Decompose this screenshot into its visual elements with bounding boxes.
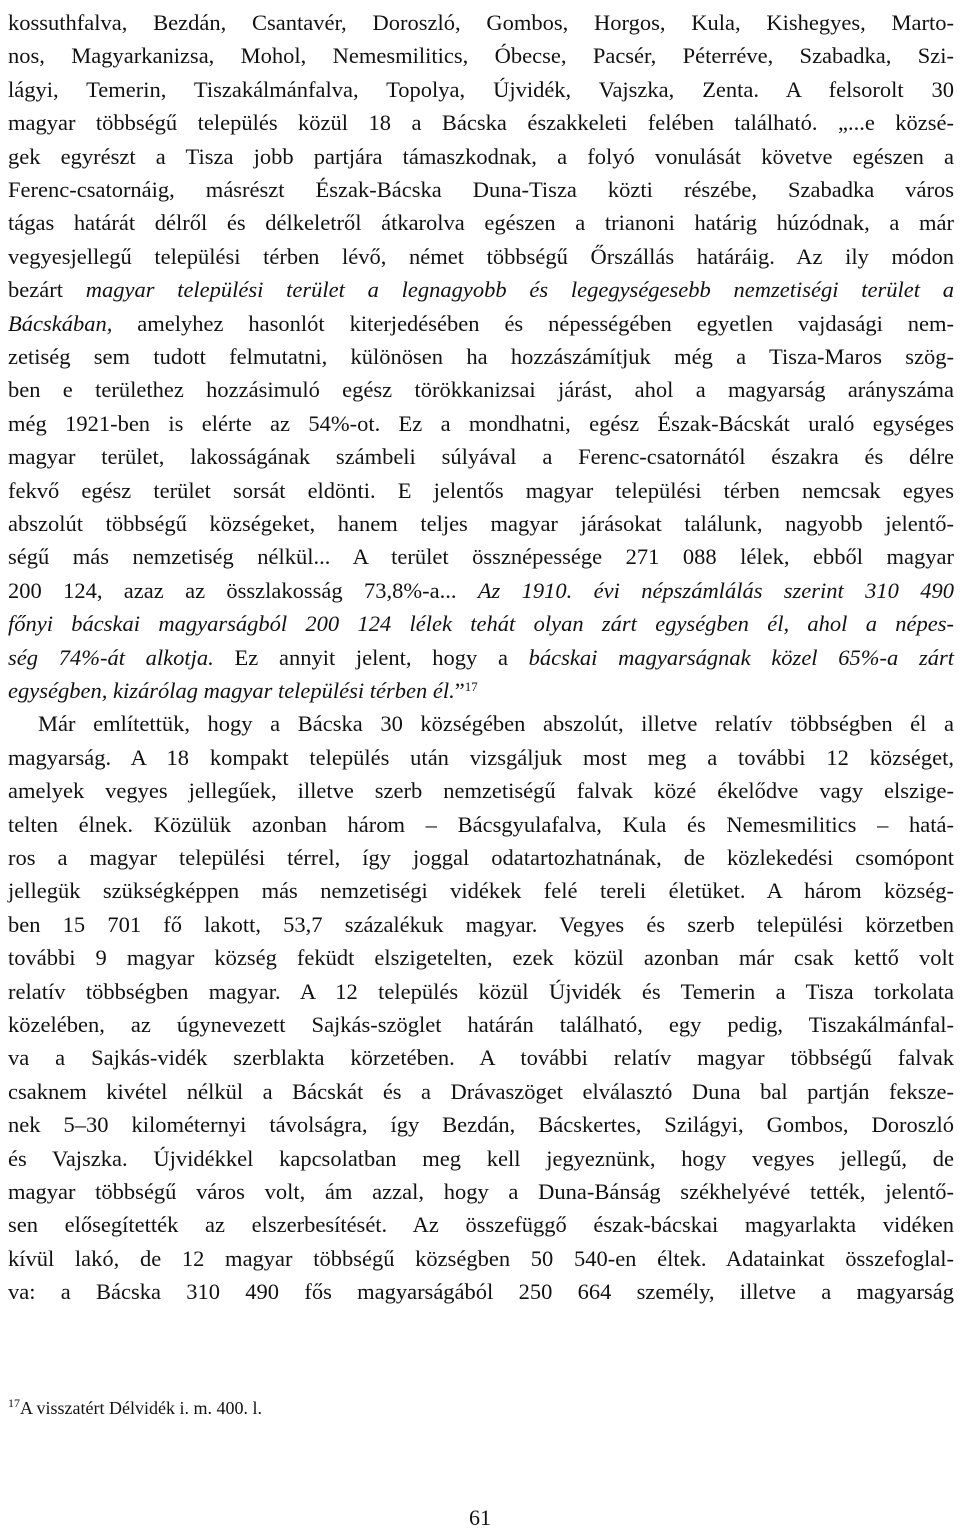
text-segment: tágas határát délről és délkeletről átkarolva egészen a trianoni határig húzódnak, a már xyxy=(8,210,954,236)
text-line xyxy=(8,707,954,740)
text-line xyxy=(8,173,954,206)
text-line xyxy=(8,106,954,139)
text-line xyxy=(8,1275,954,1308)
text-line xyxy=(8,1075,954,1108)
text-segment: bácskai magyarságnak közel 65%-a zárt xyxy=(528,644,954,670)
text-segment: nek 5–30 kilométernyi távolságra, így Bezdán, Bácskertes, Szilágyi, Gombos, Doroszló xyxy=(8,1112,954,1138)
text-segment: magyarság. A 18 kompakt település után vizsgáljuk most meg a további 12 községet, xyxy=(8,744,954,770)
text-line xyxy=(8,1041,954,1074)
text-line xyxy=(8,540,954,573)
footnote xyxy=(8,1398,262,1419)
text-segment: telten élnek. Közülük azonban három – Bácsgyulafalva, Kula és Nemesmilitics – hatá- xyxy=(8,811,954,837)
text-segment: ben e területhez hozzásimuló egész törökkanizsai járást, ahol a magyarság arányszáma xyxy=(8,377,954,403)
text-line xyxy=(8,6,954,39)
text-line xyxy=(8,373,954,406)
text-segment: abszolút többségű községeket, hanem teljes magyar járásokat találunk, nagyobb jelentő- xyxy=(8,511,954,536)
text-segment: 200 124, azaz az összlakosság 73,8%-a... xyxy=(8,577,478,603)
text-segment: amelyhez hasonlót kiterjedésében és népességében egyetlen vajdasági nem- xyxy=(112,310,954,336)
text-line xyxy=(8,908,954,941)
text-segment: va: a Bácska 310 490 fős magyarságából 250 664 személy, illetve a magyarság xyxy=(8,1279,954,1305)
footnote-ref: 17 xyxy=(464,679,478,694)
text-line xyxy=(8,1242,954,1275)
text-segment: amelyek vegyes jellegűek, illetve szerb nemzetiségű falvak közé ékelődve vagy elszige- xyxy=(8,778,954,804)
text-segment: közelében, az úgynevezett Sajkás-szöglet határán található, egy pedig, Tiszakálmánfal- xyxy=(8,1012,954,1037)
text-line xyxy=(8,574,954,607)
text-segment: vegyesjellegű települési térben lévő, német többségű Őrszállás határáig. Az ily módon xyxy=(8,243,954,269)
text-segment: főnyi bácskai magyarságból 200 124 lélek tehát olyan zárt egységben él, ahol a népes- xyxy=(8,611,954,637)
text-line xyxy=(8,39,954,72)
text-line xyxy=(8,808,954,841)
text-line xyxy=(8,206,954,239)
text-segment: zetiség sem tudott felmutatni, különösen ha hozzászámítjuk még a Tisza-Maros szög- xyxy=(8,344,954,369)
text-segment: magyar terület, lakosságának számbeli súlyával a Ferenc-csatornától északra és délre xyxy=(8,444,954,470)
text-line xyxy=(8,841,954,874)
text-segment: még 1921-ben is elérte az 54%-ot. Ez a mondhatni, egész Észak-Bácskát uraló egységes xyxy=(8,410,954,436)
text-segment: Ez annyit jelent, hogy a xyxy=(213,644,529,670)
text-segment: magyar többségű település közül 18 a Bácska északkeleti felében található. „...e közsé- xyxy=(8,110,954,136)
text-line xyxy=(8,941,954,974)
text-line xyxy=(8,774,954,807)
text-segment: magyar települési terület a legnagyobb és legegységesebb nemzetiségi terület a xyxy=(85,277,954,303)
text-line xyxy=(8,1108,954,1141)
text-line xyxy=(8,240,954,273)
text-line xyxy=(8,340,954,373)
text-line xyxy=(8,607,954,640)
text-segment: ben 15 701 fő lakott, 53,7 százalékuk magyar. Vegyes és szerb települési körzetben xyxy=(8,911,954,937)
text-line xyxy=(8,407,954,440)
page-number: 61 xyxy=(469,1505,491,1530)
text-segment: Az 1910. évi népszámlálás szerint 310 490 xyxy=(477,577,954,603)
text-segment: ségű más nemzetiség nélkül... A terület össznépessége 271 088 lélek, ebből magyar xyxy=(8,544,954,570)
footnote-number: 17 xyxy=(8,1396,20,1410)
text-segment: bezárt xyxy=(8,277,86,303)
text-line xyxy=(8,273,954,306)
footnote-text: A visszatért Délvidék i. m. 400. l. xyxy=(20,1398,262,1418)
text-segment: ros a magyar települési térrel, így joggal odatartozhatnának, de közlekedési csomópont xyxy=(8,845,954,870)
text-line xyxy=(8,641,954,674)
text-segment: további 9 magyar község feküdt elszigetelten, ezek közül azonban már csak kettő volt xyxy=(8,945,954,971)
text-segment: egységben, kizárólag magyar települési térben él. xyxy=(8,678,455,703)
text-segment: Ferenc-csatornáig, másrészt Észak-Bácska Duna-Tisza közti részébe, Szabadka város xyxy=(8,177,954,202)
text-segment: sen elősegítették az elszerbesítését. Az összefüggő észak-bácskai magyarlakta vidéken xyxy=(8,1212,954,1238)
text-segment: Bácskában, xyxy=(8,310,113,336)
text-segment: relatív többségben magyar. A 12 település közül Újvidék és Temerin a Tisza torkolata xyxy=(8,978,954,1004)
text-line xyxy=(8,1208,954,1241)
text-segment: nos, Magyarkanizsa, Mohol, Nemesmilitics, Óbecse, Pacsér, Péterréve, Szabadka, Szi- xyxy=(8,43,954,69)
text-segment: fekvő egész terület sorsát eldönti. E jelentős magyar települési térben nemcsak egyes xyxy=(8,477,954,503)
text-segment: va a Sajkás-vidék szerblakta körzetében. A további relatív magyar többségű falvak xyxy=(8,1045,954,1071)
text-line xyxy=(8,474,954,507)
text-segment: ” xyxy=(454,678,465,703)
text-line xyxy=(8,1175,954,1208)
text-line xyxy=(8,874,954,907)
text-segment: kossuthfalva, Bezdán, Csantavér, Doroszló, Gombos, Horgos, Kula, Kishegyes, Marto- xyxy=(8,10,954,35)
text-line xyxy=(8,1142,954,1175)
text-segment: lágyi, Temerin, Tiszakálmánfalva, Topolya, Újvidék, Vajszka, Zenta. A felsorolt 30 xyxy=(8,76,954,102)
text-line xyxy=(8,674,954,707)
text-line xyxy=(8,507,954,540)
text-line xyxy=(8,140,954,173)
text-line xyxy=(8,307,954,340)
text-segment: ség 74%-át alkotja. xyxy=(8,644,214,670)
text-segment: Már említettük, hogy a Bácska 30 községében abszolút, illetve relatív többségben él a xyxy=(38,711,954,737)
text-line xyxy=(8,975,954,1008)
text-segment: gek egyrészt a Tisza jobb partjára támaszkodnak, a folyó vonulását követve egészen a xyxy=(8,143,954,169)
text-segment: és Vajszka. Újvidékkel kapcsolatban meg kell jegyeznünk, hogy vegyes jellegű, de xyxy=(8,1145,954,1171)
text-line xyxy=(8,1008,954,1041)
text-line xyxy=(8,741,954,774)
text-segment: kívül lakó, de 12 magyar többségű községben 50 540-en éltek. Adatainkat összefoglal- xyxy=(8,1245,954,1271)
text-line xyxy=(8,73,954,106)
text-segment: csaknem kivétel nélkül a Bácskát és a Drávaszöget elválasztó Duna bal partján fekszе- xyxy=(8,1078,954,1104)
text-segment: magyar többségű város volt, ám azzal, hogy a Duna-Bánság székhelyévé tették, jelentő- xyxy=(8,1179,954,1204)
text-segment: jellegük szükségképpen más nemzetiségi vidékek felé tereli életüket. A három község- xyxy=(8,878,954,904)
text-line xyxy=(8,440,954,473)
